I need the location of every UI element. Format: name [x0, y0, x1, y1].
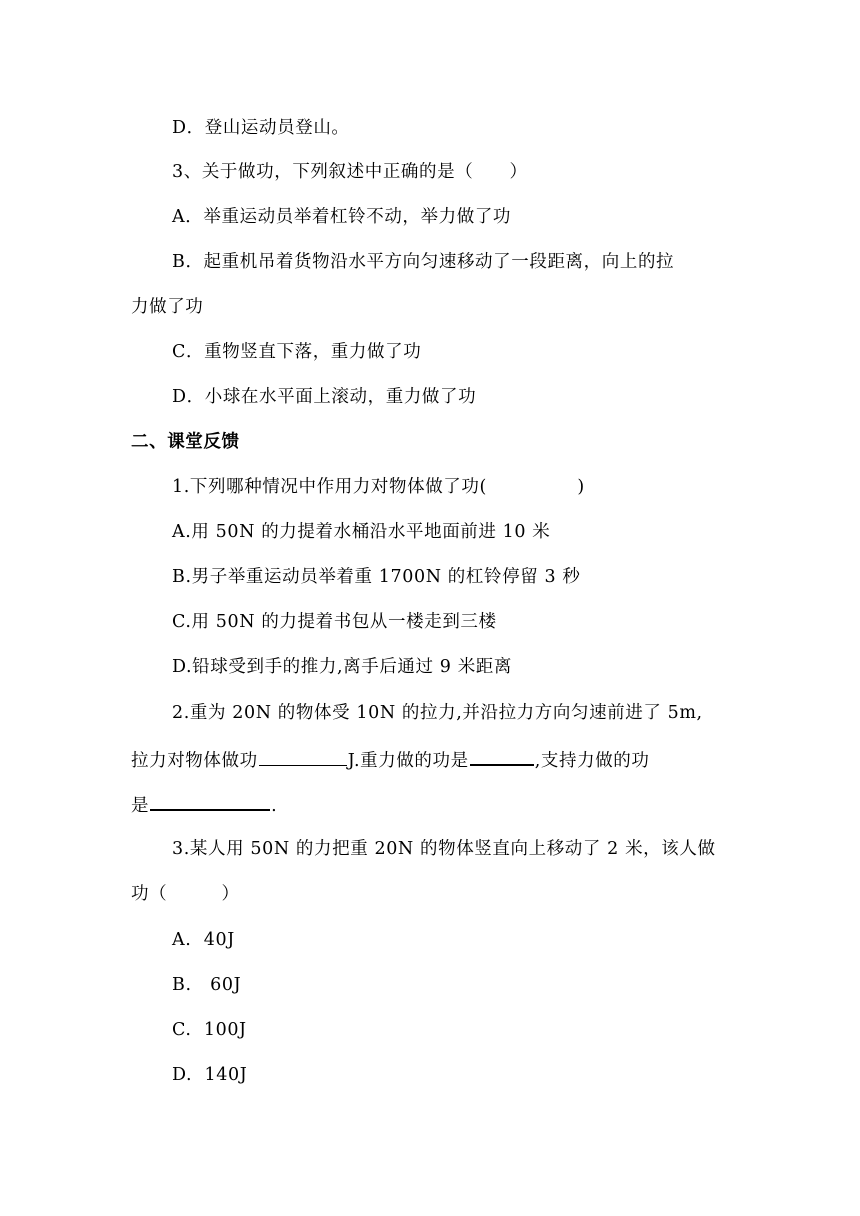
q3-stem: 3、关于做功，下列叙述中正确的是（ ） — [172, 162, 528, 182]
feedback-q3-option-c: C. 100J — [172, 1020, 247, 1040]
q3-option-c: C．重物竖直下落，重力做了功 — [172, 342, 422, 362]
feedback-q1-stem: 1.下列哪种情况中作用力对物体做了功( ) — [172, 477, 585, 497]
q3-option-b-line1: B．起重机吊着货物沿水平方向匀速移动了一段距离，向上的拉 — [172, 252, 675, 272]
feedback-q2-text-b: J.重力做的功是 — [347, 751, 469, 771]
feedback-q1-option-c: C.用 50N 的力提着书包从一楼走到三楼 — [172, 612, 497, 632]
feedback-q1-option-d: D.铅球受到手的推力,离手后通过 9 米距离 — [172, 657, 512, 677]
q3-option-a: A．举重运动员举着杠铃不动，举力做了功 — [172, 207, 512, 227]
work-by-pull-blank[interactable] — [259, 747, 347, 766]
feedback-q2-line1: 2.重为 20N 的物体受 10N 的拉力,并沿拉力方向匀速前进了 5m, — [172, 703, 703, 723]
feedback-q3-line2: 功（ ） — [131, 884, 240, 904]
feedback-q2-line2 — [131, 746, 650, 773]
section-heading: 二、课堂反馈 — [131, 432, 240, 452]
feedback-q3-option-d: D. 140J — [172, 1065, 248, 1085]
work-by-gravity-blank[interactable] — [470, 746, 534, 766]
feedback-q3-line1: 3.某人用 50N 的力把重 20N 的物体竖直向上移动了 2 米，该人做 — [172, 839, 716, 859]
feedback-q2-line3 — [131, 791, 277, 818]
feedback-q2-text-e: . — [271, 796, 278, 816]
q3-option-d: D．小球在水平面上滚动，重力做了功 — [172, 387, 477, 407]
feedback-q2-text-d: 是 — [131, 796, 150, 816]
q2-option-d: D．登山运动员登山。 — [172, 118, 350, 138]
feedback-q3-option-b: B. 60J — [172, 975, 242, 995]
feedback-q1-option-a: A.用 50N 的力提着水桶沿水平地面前进 10 米 — [172, 522, 551, 542]
feedback-q1-option-b: B.男子举重运动员举着重 1700N 的杠铃停留 3 秒 — [172, 567, 581, 587]
work-by-support-blank[interactable] — [150, 791, 270, 811]
feedback-q2-text-a: 拉力对物体做功 — [131, 751, 258, 771]
q3-option-b-line2: 力做了功 — [131, 297, 204, 317]
feedback-q3-option-a: A. 40J — [172, 930, 235, 950]
feedback-q2-text-c: ,支持力做的功 — [534, 751, 650, 771]
